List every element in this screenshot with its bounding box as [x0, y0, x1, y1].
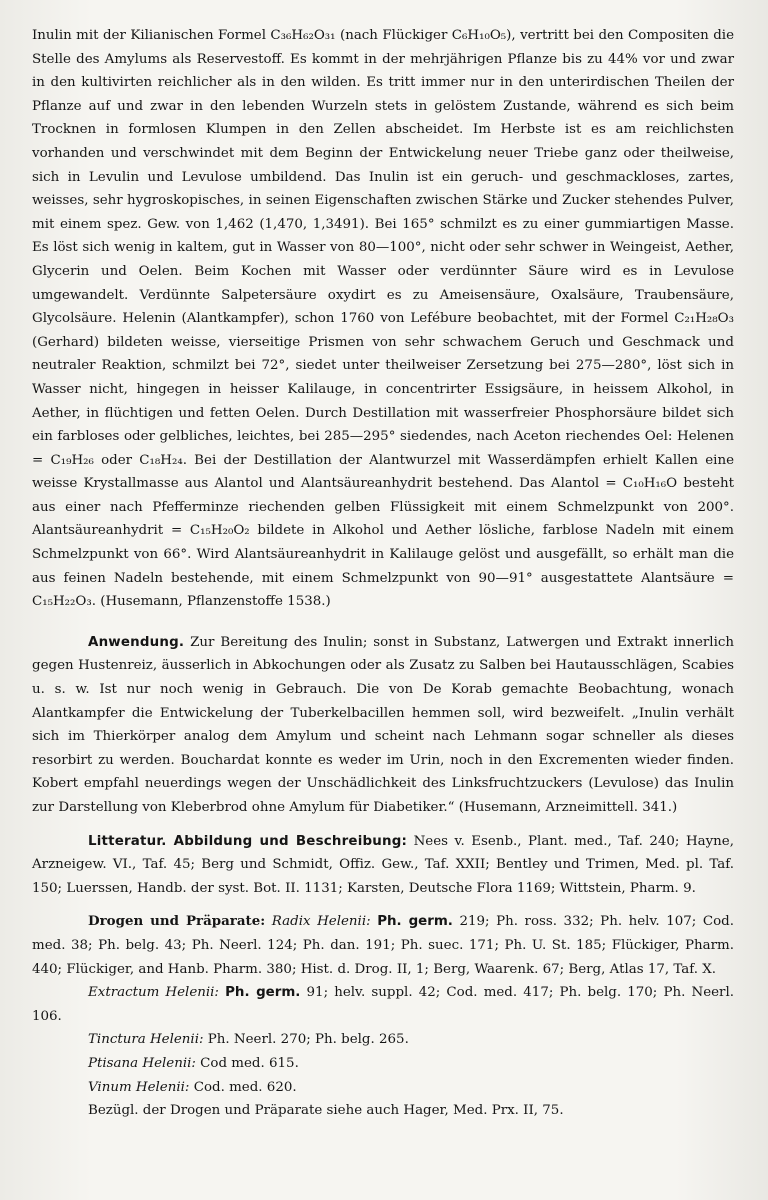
paragraph-inulin: Inulin mit der Kilianischen Formel C₃₆H₆₂O₃₁ (nach Flückiger C₆H₁₀O₅), vertritt bei den Compositen die Stelle des Amylums als Reservestoff. Es kommt in der mehrjährigen Pflanze bis zu 44% vor und zwar in den kultivirten reichlicher als in den wilden. Es tritt immer nur in den unterirdischen Theilen der Pflanze auf und zwar in den lebenden Wurzeln stets in gelöstem Zustande, während es sich beim Trocknen in formlosen Klumpen in den Zellen abscheidet. Im Herbste ist es am reichlichsten vorhanden und verschwindet mit dem Beginn der Entwickelung neuer Triebe ganz oder theilweise, sich in Levulin und Levulose umbildend. Das Inulin ist ein geruch- und geschmackloses, zartes, weisses, sehr hygroskopisches, in seinen Eigenschaften zwischen Stärke und Zucker stehendes Pulver, mit einem spez. Gew. von 1,462 (1,470, 1,3491). Bei 165° schmilzt es zu einer gummiartigen Masse. Es löst sich wenig in kaltem, gut in Wasser von 80—100°, nicht oder sehr schwer in Weingeist, Aether, Glycerin und Oelen. Beim Kochen mit Wasser oder verdünnter Säure wird es in Levulose umgewandelt. Verdünnte Salpetersäure oxydirt es zu Ameisensäure, Oxalsäure, Traubensäure, Glycolsäure. Helenin (Alantkampfer), schon 1760 von Lefébure beobachtet, mit der Formel C₂₁H₂₈O₃ (Gerhard) bildeten weisse, vierseitige Prismen von sehr schwachem Geruch und Geschmack und neutraler Reaktion, schmilzt bei 72°, siedet unter theilweiser Zersetzung bei 275—280°, löst sich in Wasser nicht, hingegen in heisser Kalilauge, in concentrirter Essigsäure, in heissem Alkohol, in Aether, in flüchtigen und fetten Oelen. Durch Destillation mit wasserfreier Phosphorsäure bildet sich ein farbloses oder gelbliches, leichtes, bei 285—295° siedendes, nach Aceton riechendes Oel: Helenen = C₁₉H₂₆ oder C₁₈H₂₄. Bei der Destillation der Alantwurzel mit Wasserdämpfen erhielt Kallen eine weisse Krystallmasse aus Alantol und Alantsäureanhydrit bestehend. Das Alantol = C₁₀H₁₆O besteht aus einer nach Pfefferminze riechenden gelben Flüssigkeit mit einem Schmelzpunkt von 200°. Alantsäureanhydrit = C₁₅H₂₀O₂ bildete in Alkohol und Aether lösliche, farblose Nadeln mit einem Schmelzpunkt von 66°. Wird Alantsäureanhydrit in Kalilauge gelöst und ausgefällt, so erhält man die aus feinen Nadeln bestehende, mit einem Schmelzpunkt von 90—91° ausgestattete Alantsäure = C₁₅H₂₂O₃. (Husemann, Pflanzenstoffe 1538.) [32, 28, 734, 610]
drug-name: Ptisana Helenii: [88, 1055, 196, 1071]
preparation-ref: Cod med. 615. [200, 1055, 299, 1071]
preparation-line [32, 1052, 734, 1076]
pharmacopoeia-ref: Ph. germ. [377, 914, 453, 930]
section-heading-anwendung: Anwendung. [88, 634, 185, 650]
paragraph-anwendung [32, 631, 734, 820]
pharmacopoeia-ref: Ph. germ. [225, 985, 301, 1001]
preparation-ref: Bezügl. der Drogen und Präparate siehe auch Hager, Med. Prx. II, 75. [88, 1103, 564, 1119]
preparation-ref: Ph. Neerl. 270; Ph. belg. 265. [207, 1032, 409, 1048]
paragraph-anwendung-text: Zur Bereitung des Inulin; sonst in Substanz, Latwergen und Extrakt innerlich gegen Hustenreiz, äusserlich in Abkochungen oder als Zusatz zu Salben bei Hautausschlägen, Scabies u. s. w. Ist nur noch wenig in Gebrauch. Die von De Korab gemachte Beobachtung, wonach Alantkampfer die Entwickelung der Tuberkelbacillen hemmen soll, wird bezweifelt. „Inulin verhält sich im Thierkörper analog dem Amylum und scheint nach Lehmann sogar schneller als dieses resorbirt zu werden. Bouchardat konnte es weder im Urin, noch in den Excrementen wieder finden. Kobert empfahl neuerdings wegen der Unschädlichkeit des Linksfruchtzuckers (Levulose) das Inulin zur Darstellung von Kleberbrod ohne Amylum für Diabetiker.“ (Husemann, Arzneimittell. 341.) [32, 634, 734, 815]
paragraph-litteratur [32, 830, 734, 901]
section-heading-drogen: Drogen und Präparate: [88, 913, 266, 930]
drug-name: Vinum Helenii: [88, 1079, 190, 1095]
preparation-ref: Cod. med. 620. [193, 1079, 297, 1095]
paragraph-extractum-text: 91; helv. suppl. 42; Cod. med. 417; Ph. belg. 170; Ph. Neerl. 106. [32, 985, 734, 1024]
paragraph-litteratur-text: Nees v. Esenb., Plant. med., Taf. 240; Hayne, Arzneigew. VI., Taf. 45; Berg und Schmidt, Offiz. Gew., Taf. XXII; Bentley und Trimen, Med. pl. Taf. 150; Luerssen, Handb. der syst. Bot. II. 1131; Karsten, Deutsche Flora 1169; Wittstein, Pharm. 9. [32, 833, 734, 896]
preparation-line [32, 1028, 734, 1052]
preparation-list [32, 1028, 734, 1122]
drug-name-radix: Radix Helenii: [271, 914, 371, 930]
preparation-line [32, 1099, 734, 1123]
paragraph-drogen [32, 910, 734, 981]
preparation-line [32, 1076, 734, 1100]
paragraph-extractum [32, 981, 734, 1028]
drug-name-extractum: Extractum Helenii: [88, 985, 219, 1001]
section-heading-litteratur: Litteratur. Abbildung und Beschreibung: [88, 833, 408, 849]
drug-name: Tinctura Helenii: [88, 1032, 204, 1048]
paragraph-drogen-text: 219; Ph. ross. 332; Ph. helv. 107; Cod. med. 38; Ph. belg. 43; Ph. Neerl. 124; Ph. dan. 191; Ph. suec. 171; Ph. U. St. 185; Flückiger, Pharm. 440; Flückiger, and Hanb. Pharm. 380; Hist. d. Drog. II, 1; Berg, Waarenk. 67; Berg, Atlas 17, Taf. X. [32, 914, 735, 977]
